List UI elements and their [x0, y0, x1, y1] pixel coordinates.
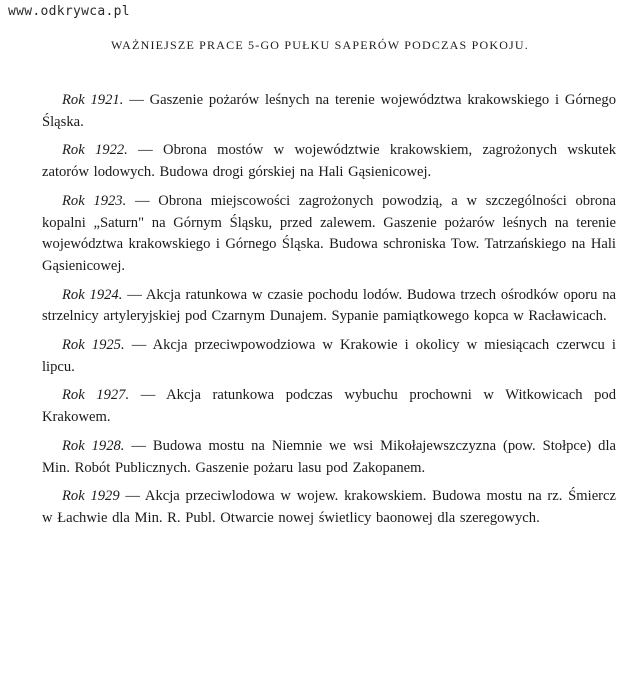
entries-list	[42, 90, 616, 537]
entry-text: — Akcja ratunkowa w czasie pochodu lodów. Budowa trzech ośrodków oporu na strzelnicy artyleryjskiej pod Czarnym Dunajem. Sypanie pamiątkowego kopca w Racławicach.	[42, 286, 616, 325]
entry-year: Rok 1921.	[62, 92, 124, 108]
entry-text: — Obrona mostów w województwie krakowskiem, zagrożonych wskutek zatorów lodowych. Budowa drogi górskiej na Hali Gąsienicowej.	[42, 142, 616, 181]
entry-year: Rok 1923.	[62, 192, 127, 209]
entry-1927	[42, 385, 616, 428]
page-title: WAŻNIEJSZE PRACE 5-GO PUŁKU SAPERÓW PODCZAS POKOJU.	[110, 38, 529, 52]
entry-1923	[42, 191, 616, 278]
entry-1921	[42, 90, 616, 133]
entry-text: — Budowa mostu na Niemnie we wsi Mikołajewszczyzna (pow. Stołpce) dla Min. Robót Publicznych. Gaszenie pożaru lasu pod Zakopanem.	[42, 437, 616, 476]
entry-text: — Obrona miejscowości zagrożonych powodzią, a w szczególności obrona kopalni „Saturn" na Górnym Śląsku, przed zalewem. Gaszenie pożarów leśnych na terenie województwa krakowskiego i Górnego Śląska. Budowa schroniska Tow. Tatrzańskiego na Hali Gąsienicowej.	[42, 192, 616, 274]
entry-1929	[42, 486, 616, 529]
entry-1924	[42, 285, 616, 328]
entry-1922	[42, 140, 616, 183]
entry-1925	[42, 335, 616, 378]
entry-year: Rok 1922.	[62, 142, 128, 159]
entry-year: Rok 1929	[62, 488, 120, 505]
entry-year: Rok 1925.	[62, 337, 125, 354]
entry-text: — Akcja przeciwpowodziowa w Krakowie i okolicy w miesiącach czerwcu i lipcu.	[42, 337, 616, 375]
entry-year: Rok 1928.	[62, 437, 125, 454]
watermark: www.odkrywca.pl	[8, 4, 130, 19]
entry-year: Rok 1924.	[62, 286, 123, 303]
entry-text: — Akcja przeciwlodowa w wojew. krakowskiem. Budowa mostu na rz. Śmiercz w Łachwie dla Min. R. Publ. Otwarcie nowej świetlicy baonowej dla szeregowych.	[42, 488, 616, 526]
entry-text: — Gaszenie pożarów leśnych na terenie województwa krakowskiego i Górnego Śląska.	[42, 92, 616, 130]
entry-text: — Akcja ratunkowa podczas wybuchu prochowni w Witkowicach pod Krakowem.	[42, 387, 616, 426]
entry-1928	[42, 436, 616, 479]
entry-year: Rok 1927.	[62, 387, 130, 404]
